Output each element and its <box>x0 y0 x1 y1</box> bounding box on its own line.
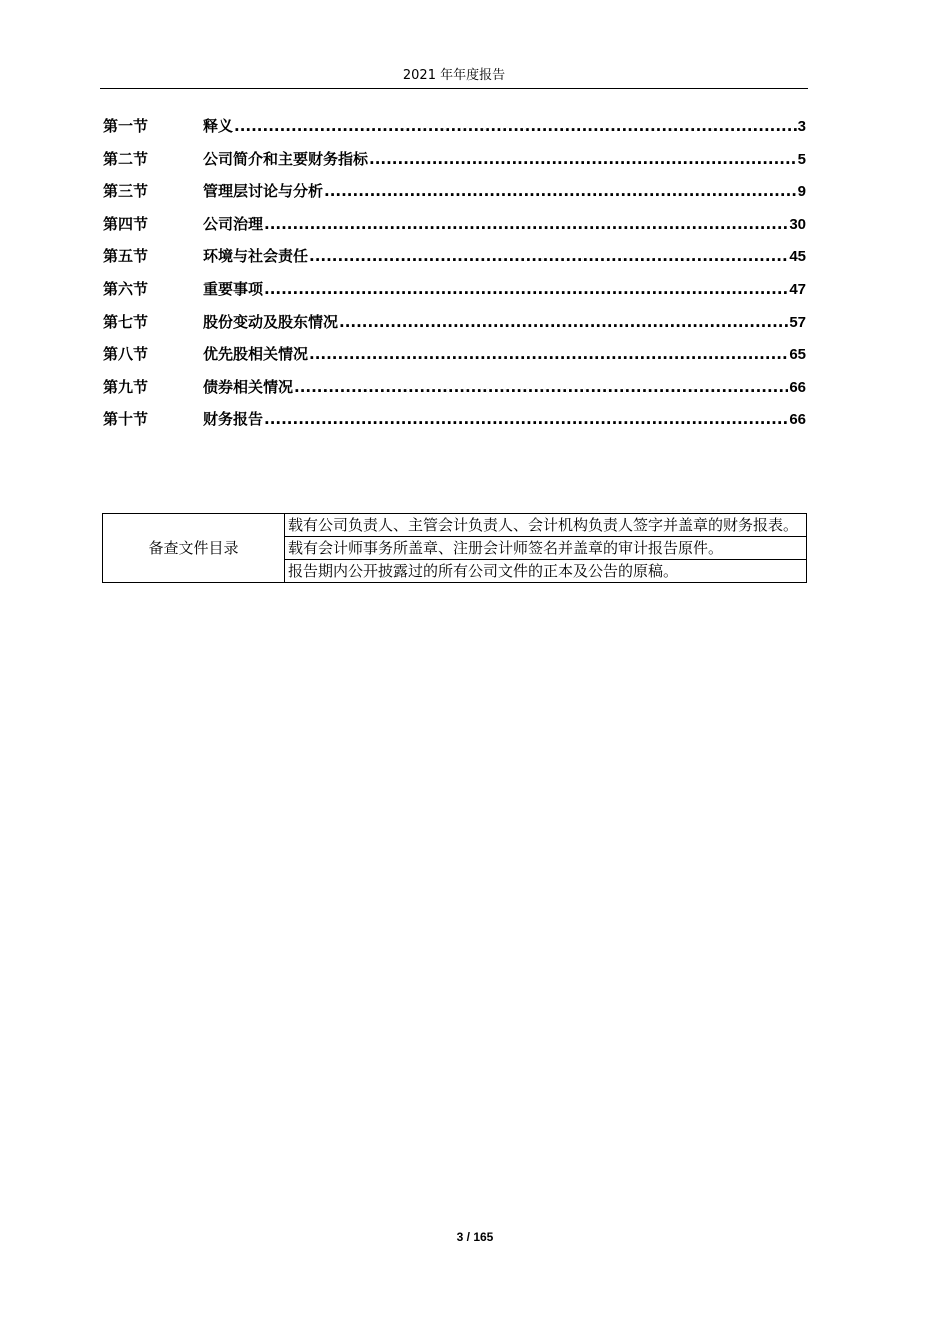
toc-section-number: 第一节 <box>103 117 149 135</box>
toc-section-title: 公司治理 <box>203 214 264 233</box>
toc-page-number: 9 <box>797 183 806 201</box>
toc-entry[interactable] <box>103 244 806 277</box>
toc-section-title: 优先股相关情况 <box>203 345 309 364</box>
toc-section-number: 第十节 <box>103 410 149 429</box>
toc-page-number: 57 <box>789 313 806 331</box>
toc-section-number: 第五节 <box>103 247 149 266</box>
toc-entry[interactable] <box>103 147 806 180</box>
reference-documents-table <box>102 513 807 583</box>
toc-entry[interactable] <box>103 212 806 245</box>
toc-page-number: 66 <box>789 378 806 396</box>
toc-leader-dots <box>309 342 788 366</box>
toc-page-number: 65 <box>789 346 806 364</box>
toc-entry[interactable] <box>103 179 806 212</box>
reference-docs-label: 备查文件目录 <box>103 514 285 583</box>
toc-section-title: 债券相关情况 <box>203 377 294 396</box>
toc-section-number: 第七节 <box>103 312 149 331</box>
toc-leader-dots <box>339 310 788 334</box>
toc-entry[interactable] <box>103 114 806 147</box>
toc-leader-dots <box>294 375 788 399</box>
toc-page-number: 5 <box>797 150 806 168</box>
toc-section-number: 第九节 <box>103 377 149 396</box>
toc-leader-dots <box>264 407 788 431</box>
table-of-contents <box>103 114 806 440</box>
toc-section-title: 重要事项 <box>203 279 264 298</box>
header-title: 2021 年年度报告 <box>402 68 506 83</box>
toc-entry[interactable] <box>103 277 806 310</box>
toc-section-title: 股份变动及股东情况 <box>203 312 339 331</box>
toc-section-title: 释义 <box>203 117 234 135</box>
toc-entry[interactable] <box>103 310 806 343</box>
toc-leader-dots <box>234 114 797 138</box>
toc-page-number: 66 <box>789 411 806 429</box>
toc-leader-dots <box>264 277 788 301</box>
toc-leader-dots <box>309 244 788 268</box>
toc-page-number: 30 <box>789 215 806 233</box>
reference-doc-item: 载有公司负责人、主管会计负责人、会计机构负责人签字并盖章的财务报表。 <box>285 514 807 537</box>
reference-doc-item: 报告期内公开披露过的所有公司文件的正本及公告的原稿。 <box>285 560 807 583</box>
toc-section-title: 管理层讨论与分析 <box>203 182 324 201</box>
toc-entry[interactable] <box>103 375 806 408</box>
toc-section-title: 环境与社会责任 <box>203 247 309 266</box>
toc-leader-dots <box>369 147 797 171</box>
toc-page-number: 47 <box>789 280 806 298</box>
toc-section-title: 公司简介和主要财务指标 <box>203 149 369 168</box>
toc-leader-dots <box>264 212 788 236</box>
toc-leader-dots <box>324 179 797 203</box>
toc-section-number: 第四节 <box>103 214 149 233</box>
page-header <box>100 66 808 89</box>
toc-section-title: 财务报告 <box>203 410 264 429</box>
toc-section-number: 第六节 <box>103 279 149 298</box>
toc-section-number: 第八节 <box>103 345 149 364</box>
reference-doc-item: 载有会计师事务所盖章、注册会计师签名并盖章的审计报告原件。 <box>285 537 807 560</box>
toc-page-number: 3 <box>797 118 806 135</box>
toc-entry[interactable] <box>103 407 806 440</box>
page-indicator: 3 / 165 <box>456 1230 494 1244</box>
table-row <box>103 514 807 537</box>
toc-section-number: 第二节 <box>103 149 149 168</box>
toc-section-number: 第三节 <box>103 182 149 201</box>
toc-entry[interactable] <box>103 342 806 375</box>
toc-page-number: 45 <box>789 248 806 266</box>
page-footer <box>0 1230 950 1244</box>
